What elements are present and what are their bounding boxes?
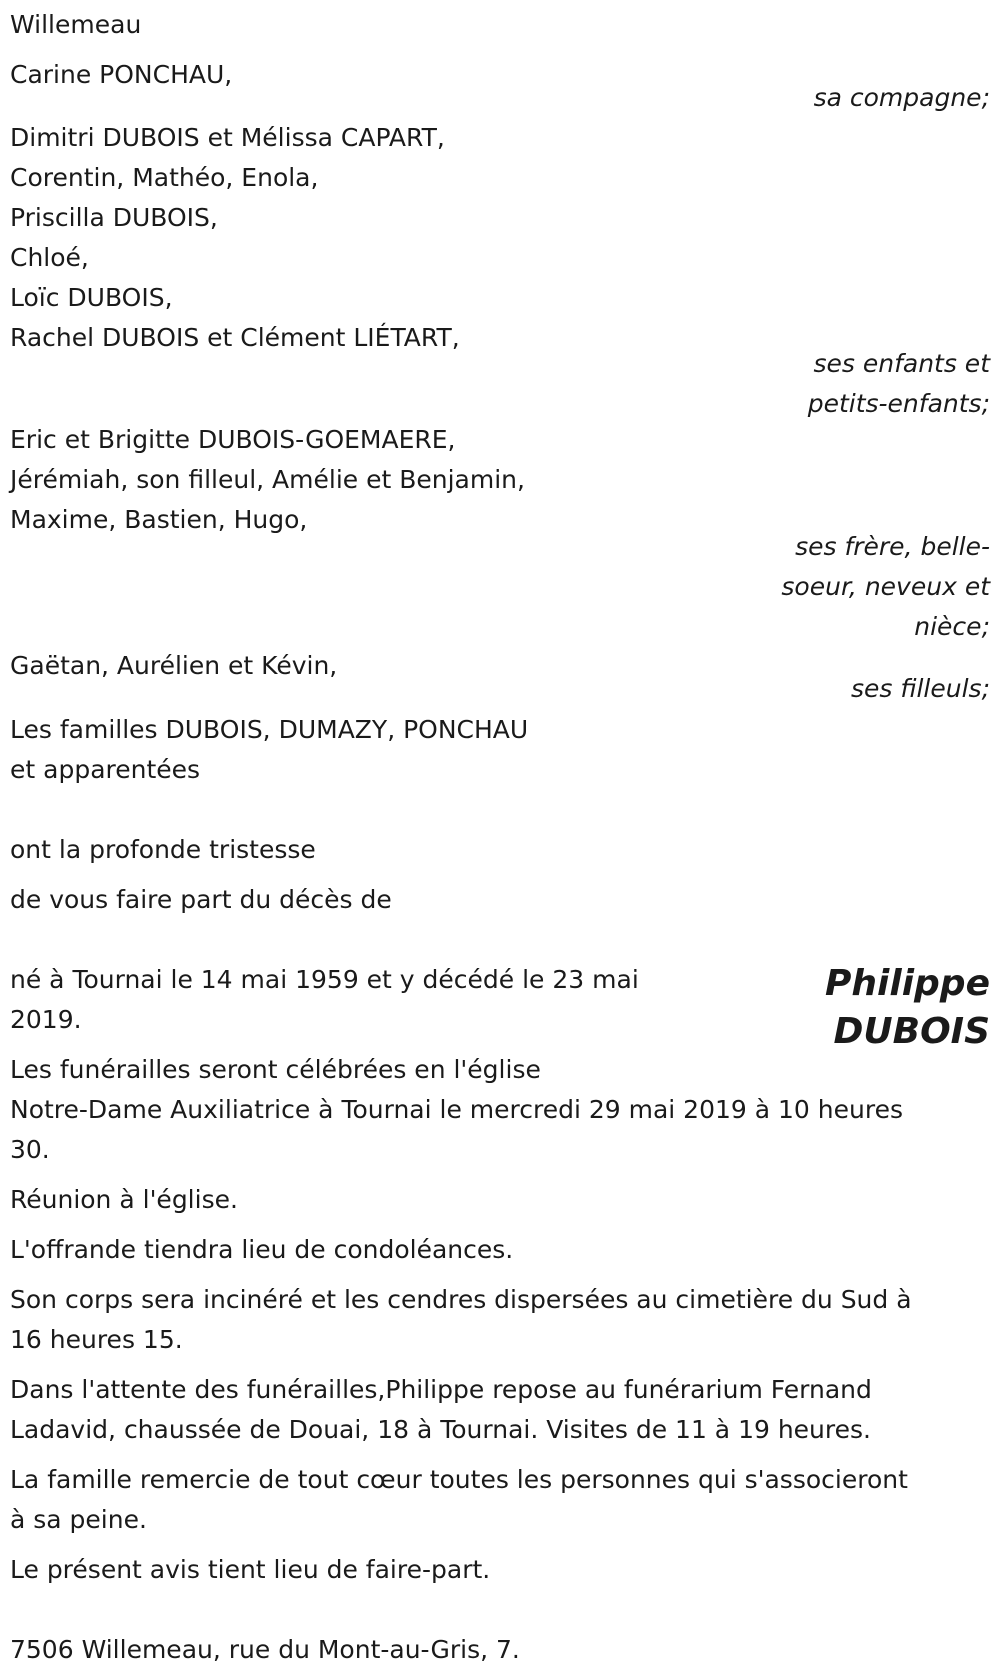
- godchildren-name: Gaëtan, Aurélien et Kévin,: [10, 651, 338, 680]
- offering-info: L'offrande tiendra lieu de condoléances.: [10, 1235, 514, 1264]
- siblings-line: Jérémiah, son filleul, Amélie et Benjamin,: [10, 465, 525, 494]
- rest-line: Ladavid, chaussée de Douai, 18 à Tournai. Visites de 11 à 19 heures.: [10, 1415, 871, 1444]
- funeral-line: Les funérailles seront célébrées en l'église: [10, 1055, 541, 1084]
- birth-death-line: né à Tournai le 14 mai 1959 et y décédé le 23 mai: [10, 965, 639, 994]
- funeral-line: Notre-Dame Auxiliatrice à Tournai le mercredi 29 mai 2019 à 10 heures: [10, 1095, 903, 1124]
- announcement-line2: de vous faire part du décès de: [10, 885, 392, 914]
- children-line: Dimitri DUBOIS et Mélissa CAPART,: [10, 123, 445, 152]
- godchildren-role-text: ses filleuls;: [850, 674, 990, 703]
- children-role-line: ses enfants et: [813, 349, 990, 378]
- siblings-role: [781, 527, 990, 647]
- families-line: et apparentées: [10, 755, 201, 784]
- children-list: [10, 118, 460, 358]
- deceased-first-name: Philippe: [825, 963, 990, 1004]
- deceased-last-name: DUBOIS: [833, 1011, 990, 1052]
- meeting-info: Réunion à l'église.: [10, 1185, 238, 1214]
- notice-info: Le présent avis tient lieu de faire-part.: [10, 1555, 491, 1584]
- children-role-line: petits-enfants;: [807, 389, 990, 418]
- children-line: Loïc DUBOIS,: [10, 283, 173, 312]
- children-line: Priscilla DUBOIS,: [10, 203, 218, 232]
- deceased-name: [825, 960, 990, 1056]
- footer-address: 7506 Willemeau, rue du Mont-au-Gris, 7.: [10, 1635, 520, 1664]
- siblings-role-line: soeur, neveux et: [781, 572, 990, 601]
- companion-role-text: sa compagne;: [813, 83, 990, 112]
- announcement-line1: ont la profonde tristesse: [10, 835, 316, 864]
- funeral-line: 30.: [10, 1135, 50, 1164]
- rest-line: Dans l'attente des funérailles,Philippe repose au funérarium Fernand: [10, 1375, 872, 1404]
- companion-role: [814, 78, 990, 118]
- cremation-line: 16 heures 15.: [10, 1325, 183, 1354]
- companion-name: Carine PONCHAU,: [10, 60, 233, 89]
- siblings-line: Eric et Brigitte DUBOIS-GOEMAERE,: [10, 425, 456, 454]
- siblings-list: [10, 420, 525, 540]
- thanks-line: La famille remercie de tout cœur toutes les personnes qui s'associeront: [10, 1465, 908, 1494]
- siblings-line: Maxime, Bastien, Hugo,: [10, 505, 308, 534]
- thanks-info: [10, 1460, 908, 1540]
- children-line: Corentin, Mathéo, Enola,: [10, 163, 319, 192]
- siblings-role-line: ses frère, belle-: [795, 532, 990, 561]
- children-line: Rachel DUBOIS et Clément LIÉTART,: [10, 323, 460, 352]
- header-place: Willemeau: [10, 10, 142, 39]
- families-list: [10, 710, 528, 790]
- siblings-role-line: nièce;: [914, 612, 990, 641]
- children-line: Chloé,: [10, 243, 89, 272]
- godchildren-role: [851, 669, 990, 709]
- cremation-info: [10, 1280, 912, 1360]
- thanks-line: à sa peine.: [10, 1505, 147, 1534]
- funeral-info: [10, 1050, 903, 1170]
- rest-info: [10, 1370, 872, 1450]
- birth-death: [10, 960, 639, 1040]
- cremation-line: Son corps sera incinéré et les cendres dispersées au cimetière du Sud à: [10, 1285, 912, 1314]
- children-role: [808, 344, 990, 424]
- families-line: Les familles DUBOIS, DUMAZY, PONCHAU: [10, 715, 529, 744]
- birth-death-line: 2019.: [10, 1005, 82, 1034]
